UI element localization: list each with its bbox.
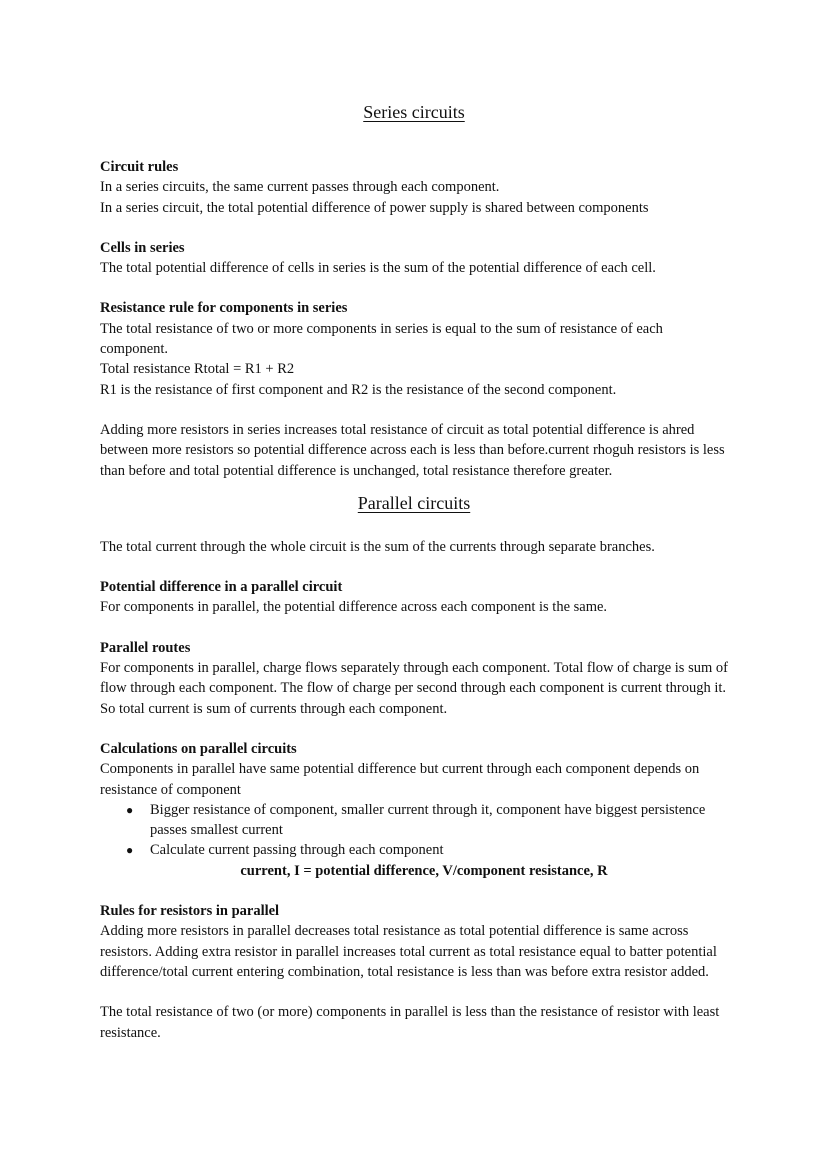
calculations-list [100, 800, 728, 861]
list-item [126, 840, 728, 860]
rules-parallel-paragraph: Adding more resistors in parallel decreases total resistance as total potential difference is same across resistors. Adding extra resistor in parallel increases total current as total resistance equal to batter potential difference/total current entering combination, total resistance is less than was before extra resistor added. [100, 923, 717, 980]
cells-line-1: The total potential difference of cells in series is the sum of the potential difference of each cell. [100, 260, 656, 277]
bullet-icon: ● [126, 802, 134, 817]
current-formula: current, I = potential difference, V/component resistance, R [240, 862, 608, 879]
cells-heading: Cells in series [100, 239, 185, 256]
parallel-routes-paragraph: For components in parallel, charge flows separately through each component. Total flow of charge is sum of flow through each component. The flow of charge per second through each component is current through it. So total current is sum of currents through each component. [100, 660, 728, 717]
resistance-rule-line-1: The total resistance of two or more components in series is equal to the sum of resistance of each component. [100, 320, 663, 358]
resistance-rule-heading: Resistance rule for components in series [100, 300, 348, 317]
pd-parallel-heading: Potential difference in a parallel circuit [100, 579, 343, 596]
bullet-icon: ● [126, 843, 134, 858]
pd-parallel-line-1: For components in parallel, the potential difference across each component is the same. [100, 599, 608, 616]
parallel-routes-heading: Parallel routes [100, 639, 191, 656]
parallel-intro: The total current through the whole circuit is the sum of the currents through separate branches. [100, 538, 655, 555]
calculations-heading: Calculations on parallel circuits [100, 740, 297, 757]
calculations-bullet-1: Bigger resistance of component, smaller current through it, component have biggest persistence passes smallest current [150, 801, 706, 839]
calculations-bullet-2: Calculate current passing through each component [150, 842, 444, 859]
circuit-rules-line-2: In a series circuit, the total potential difference of power supply is shared between components [100, 199, 649, 216]
list-item [126, 800, 728, 841]
parallel-closing-paragraph: The total resistance of two (or more) components in parallel is less than the resistance of resistor with least resistance. [100, 1004, 720, 1041]
series-title: Series circuits [363, 102, 465, 122]
document-page [100, 100, 728, 1043]
series-adding-more-paragraph: Adding more resistors in series increases total resistance of circuit as total potential difference is ahred between more resistors so potential difference across each is less than before.current rhoguh resistors is less than before and total potential difference is unchanged, total resistance therefore greater. [100, 421, 725, 479]
rules-parallel-heading: Rules for resistors in parallel [100, 903, 280, 920]
resistance-rule-line-3: R1 is the resistance of first component and R2 is the resistance of the second component. [100, 381, 617, 398]
circuit-rules-line-1: In a series circuits, the same current passes through each component. [100, 179, 500, 196]
parallel-title: Parallel circuits [357, 492, 471, 513]
resistance-rule-formula: Total resistance Rtotal = R1 + R2 [100, 361, 295, 378]
circuit-rules-heading: Circuit rules [100, 159, 179, 175]
calculations-line-1: Components in parallel have same potential difference but current through each component depends on resistance of component [100, 761, 700, 798]
